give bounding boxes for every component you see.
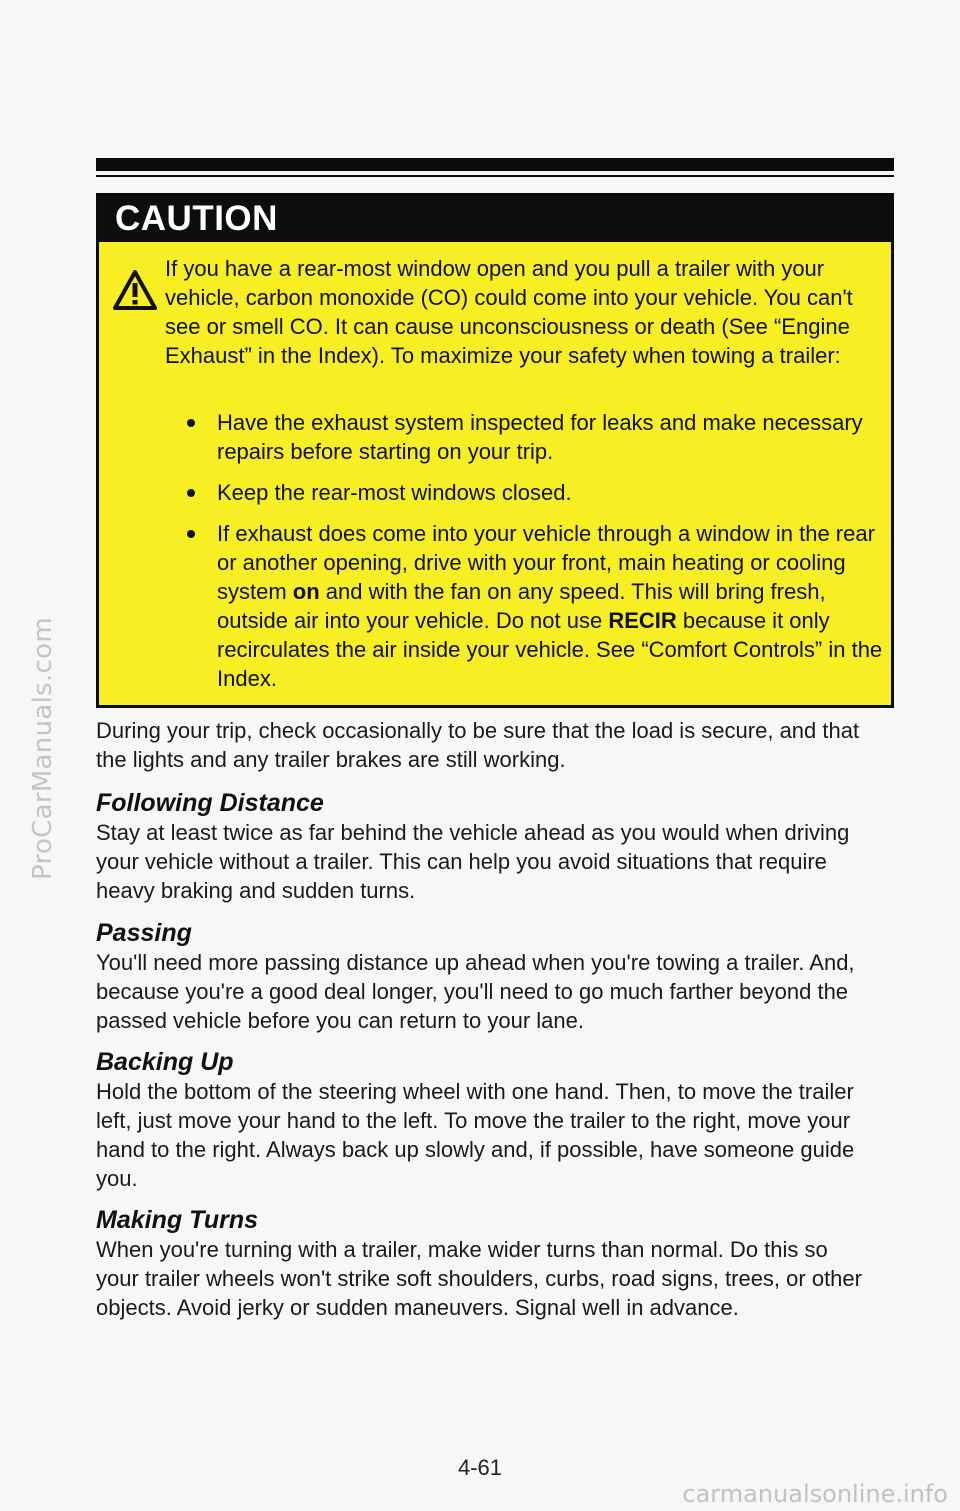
warning-triangle-icon bbox=[113, 270, 157, 310]
caution-box bbox=[96, 193, 894, 708]
caution-bullet-bold-recir: RECIR bbox=[608, 608, 677, 633]
top-rule-thin bbox=[96, 175, 894, 177]
section-heading-backing-up: Backing Up bbox=[96, 1048, 234, 1076]
bullet-icon bbox=[187, 530, 195, 538]
caution-bullet-item bbox=[183, 519, 883, 693]
caution-bullet-list bbox=[183, 408, 883, 705]
caution-bullet-item bbox=[183, 478, 883, 507]
caution-bullet-text: Keep the rear-most windows closed. bbox=[217, 480, 572, 505]
bottom-watermark: carmanualsonline.info bbox=[682, 1480, 948, 1508]
caution-bullet-item bbox=[183, 408, 883, 466]
caution-bullet-text: Have the exhaust system inspected for leaks and make necessary repairs before starting on your trip. bbox=[217, 410, 863, 464]
section-text-making-turns: When you're turning with a trailer, make wider turns than normal. Do this so your trailer wheels won't strike soft shoulders, curbs, road signs, trees, or other objects. Avoid jerky or sudden maneuvers. Signal well in advance. bbox=[96, 1237, 862, 1320]
section-heading-following-distance: Following Distance bbox=[96, 789, 324, 817]
caution-title: CAUTION bbox=[99, 196, 891, 242]
trip-check-paragraph: During your trip, check occasionally to be sure that the load is secure, and that the lights and any trailer brakes are still working. bbox=[96, 718, 860, 772]
top-rule-thick bbox=[96, 158, 894, 171]
page-number: 4-61 bbox=[457, 1455, 503, 1480]
section-heading-passing: Passing bbox=[96, 919, 192, 947]
caution-bullet-text-part: and with the fan on any speed. This will bring fresh, outside air into your vehicle. Do not use bbox=[217, 579, 826, 633]
bullet-icon bbox=[187, 489, 195, 497]
section-text-backing-up: Hold the bottom of the steering wheel with one hand. Then, to move the trailer left, just move your hand to the left. To move the trailer to the right, move your hand to the right. Always back up slowly and, if possible, have someone guide you. bbox=[96, 1079, 855, 1191]
caution-bullet-text-part: If exhaust does come into your vehicle through a window in the rear or another opening, drive with your front, main heating or cooling system bbox=[217, 521, 875, 604]
section-text-following-distance: Stay at least twice as far behind the vehicle ahead as you would when driving your vehicle without a trailer. This can help you avoid situations that require heavy braking and sudden turns. bbox=[96, 820, 850, 903]
side-watermark: ProCarManuals.com bbox=[28, 617, 58, 880]
section-text-passing: You'll need more passing distance up ahead when you're towing a trailer. And, because you're a good deal longer, you'll need to go much farther beyond the passed vehicle before you can return to your lane. bbox=[96, 950, 855, 1033]
caution-bullet-text-part: because it only recirculates the air inside your vehicle. See “Comfort Controls” in the Index. bbox=[217, 608, 883, 691]
bullet-icon bbox=[187, 419, 195, 427]
caution-bullet-bold-on: on bbox=[292, 579, 320, 604]
caution-intro-text: If you have a rear-most window open and you pull a trailer with your vehicle, carbon monoxide (CO) could come into your vehicle. You can't see or smell CO. It can cause unconsciousness or death (See “Engine Exhaust” in the Index). To maximize your safety when towing a trailer: bbox=[165, 256, 853, 368]
section-heading-making-turns: Making Turns bbox=[96, 1206, 259, 1234]
